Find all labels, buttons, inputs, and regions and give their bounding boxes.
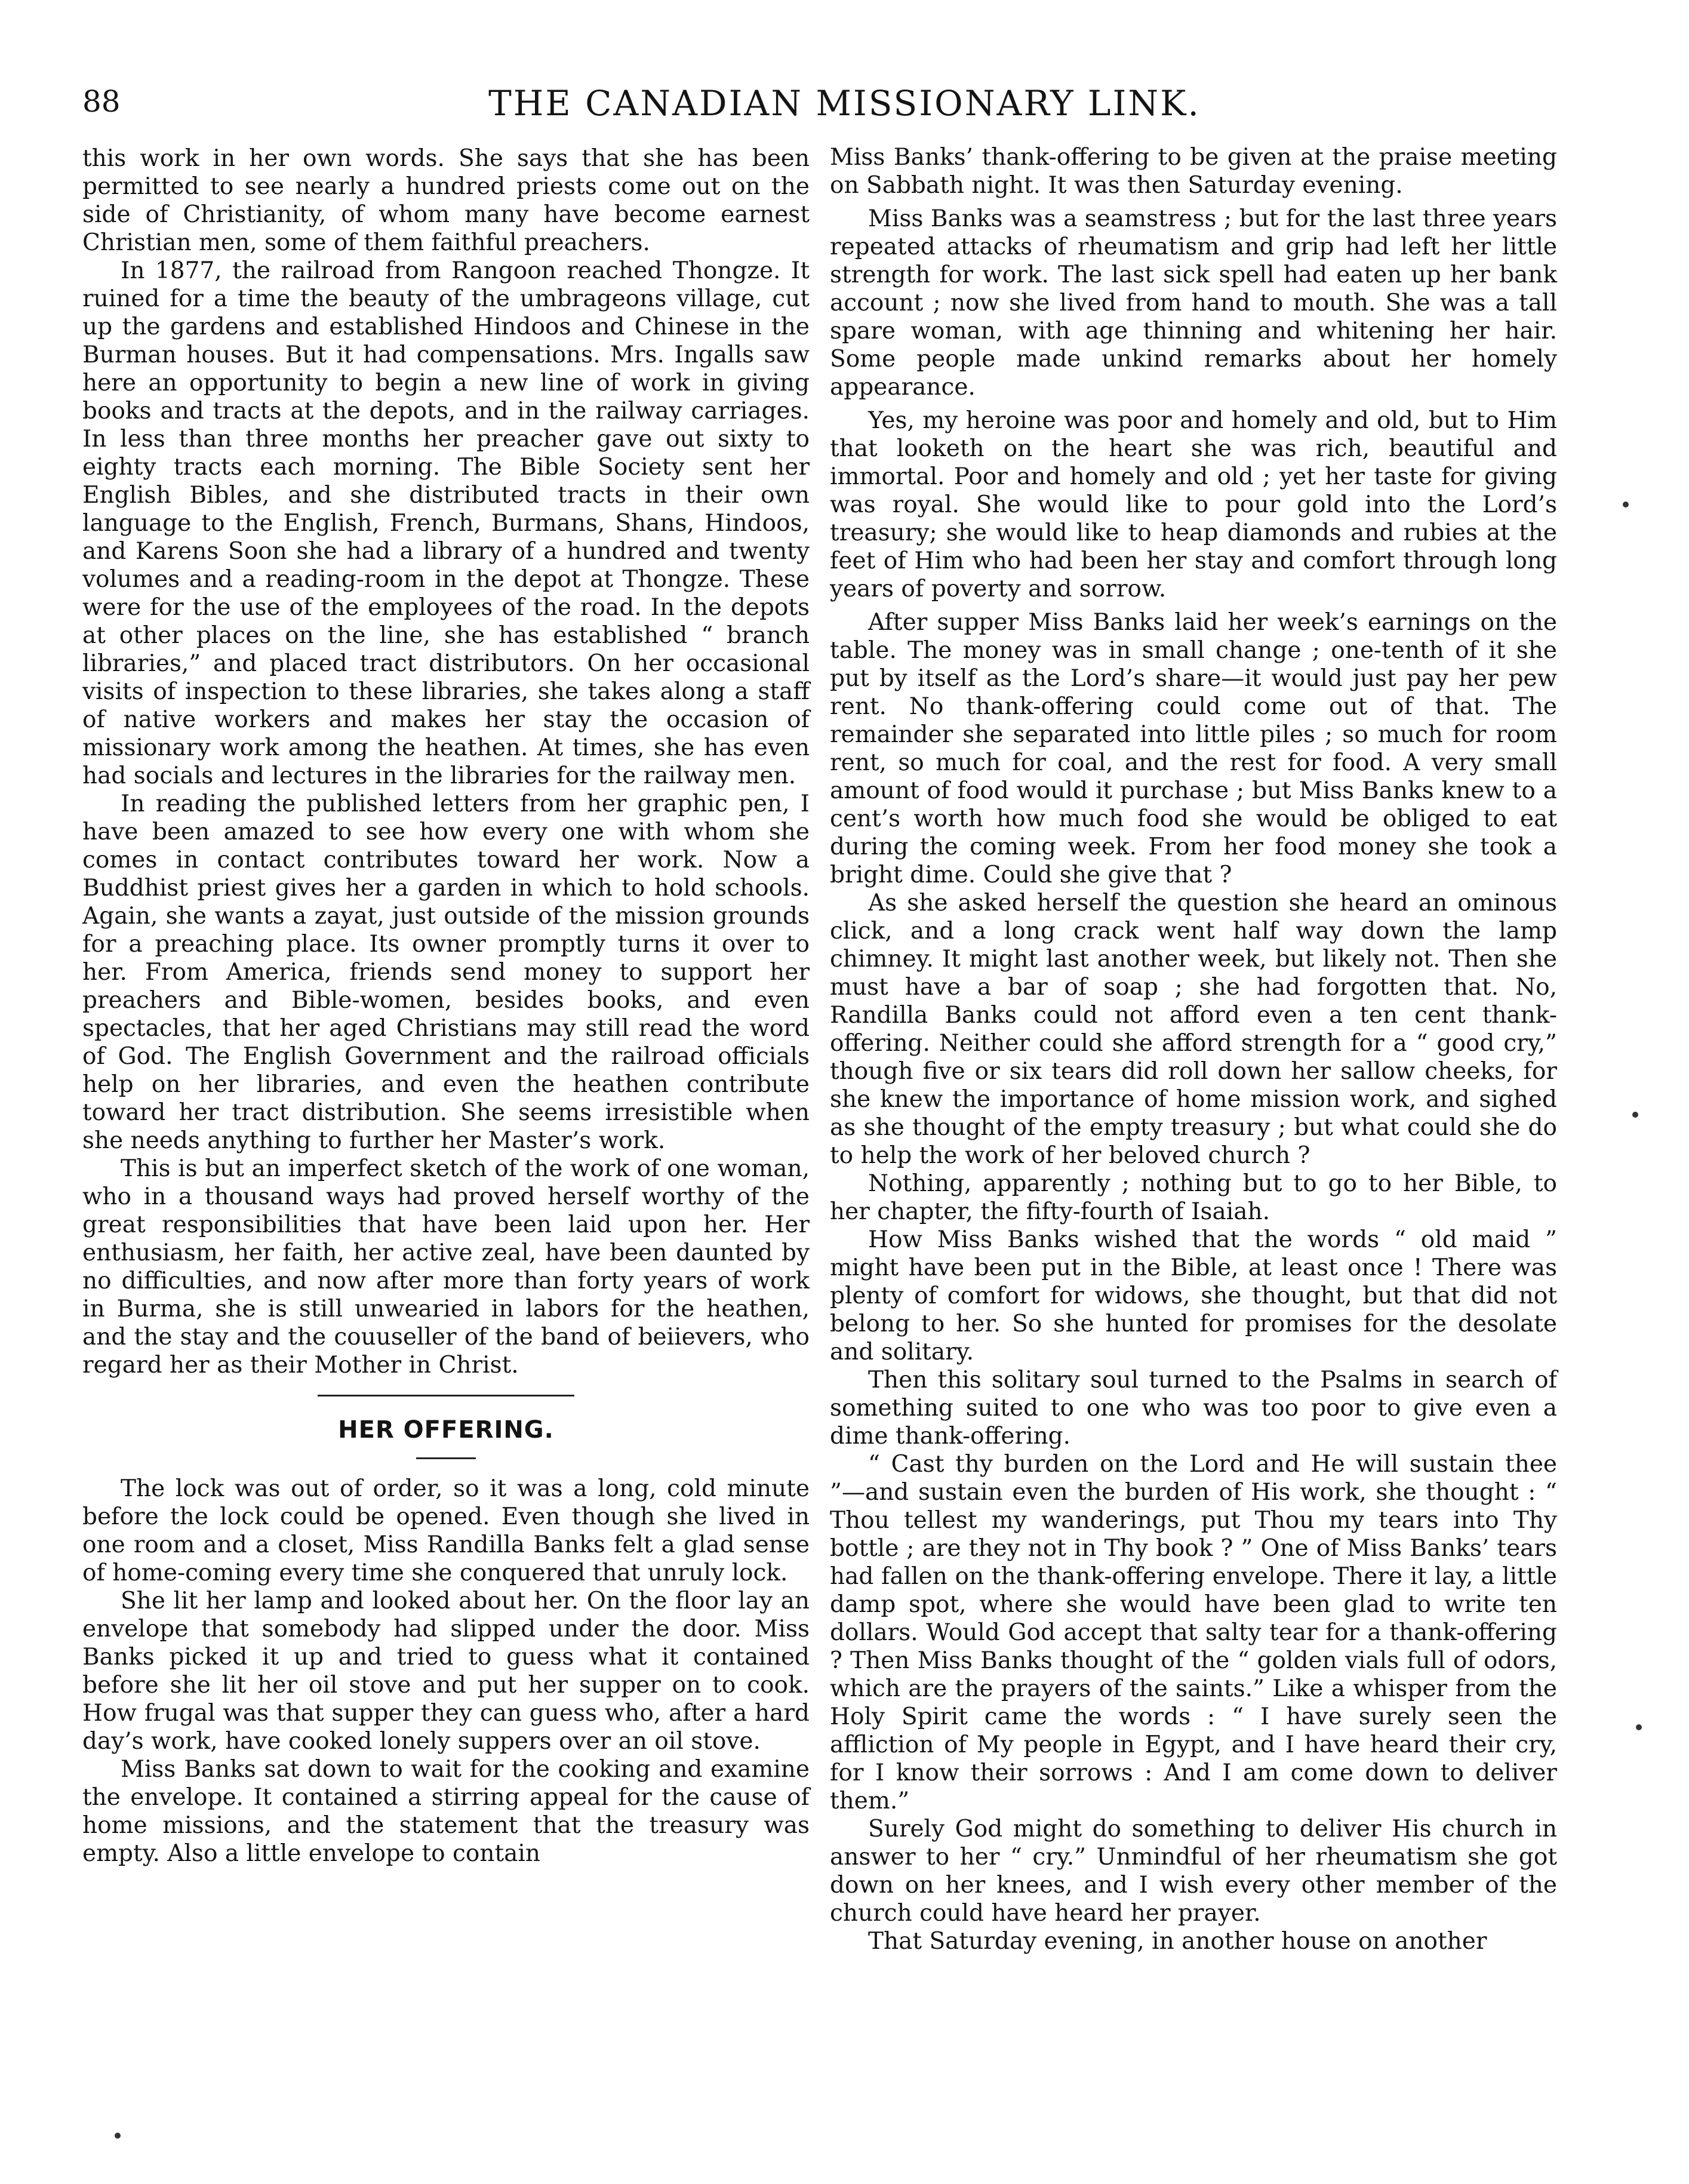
section-divider — [318, 1395, 574, 1396]
paragraph: In reading the published letters from her graphic pen, I have been amazed to see how every one with whom she comes in contact contributes toward her work. Now a Buddhist priest gives her a garden in which to hold schools. Again, she wants a zayat, just outside of the mission grounds for a preaching place. Its owner promptly turns it over to her. From America, friends send money to support her preachers and Bible-women, besides books, and even spectacles, that her aged Christians may still read the word of God. The English Government and the railroad officials help on her libraries, and even the heathen contribute toward her tract distribution. She seems irresistible when she needs anything to further her Master’s work. — [82, 790, 810, 1154]
section-heading: HER OFFERING. — [338, 1416, 554, 1444]
paragraph: This is but an imperfect sketch of the work of one woman, who in a thousand ways had proved herself worthy of the great responsibilities that have been laid upon her. Her enthusiasm, her faith, her active zeal, have been daunted by no difficulties, and now after more than forty years of work in Burma, she is still unwearied in labors for the heathen, and the stay and the couuseller of the band of beiievers, who regard her as their Mother in Christ. — [82, 1155, 810, 1379]
paragraph: Nothing, apparently ; nothing but to go to her Bible, to her chapter, the fifty-fourth of Isaiah. — [830, 1170, 1557, 1225]
heading-underline — [416, 1457, 476, 1459]
paragraph: this work in her own words. She says that she has been permitted to see nearly a hundred priests come out on the side of Christianity, of whom many have become earnest Christian men, some of them faithful preachers. — [82, 145, 810, 256]
paragraph: The lock was out of order, so it was a long, cold minute before the lock could be opened. Even though she lived in one room and a closet, Miss Randilla Banks felt a glad sense of home-coming every time she conquered that unruly lock. — [82, 1475, 810, 1586]
scan-speck — [115, 2133, 121, 2139]
paragraph: As she asked herself the question she heard an ominous click, and a long crack went half way down the lamp chimney. It might last another week, but likely not. Then she must have a bar of soap ; she had forgotten that. No, Randilla Banks could not afford even a ten cent thank-offering. Neither could she afford strength for a “ good cry,” though five or six tears did roll down her sallow cheeks, for she knew the importance of home mission work, and sighed as she thought of the empty treasury ; but what could she do to help the work of her beloved church ? — [830, 890, 1557, 1169]
page-number: 88 — [82, 84, 121, 119]
left-column — [82, 144, 810, 1868]
paragraph: That Saturday evening, in another house on another — [868, 1928, 1487, 1955]
paragraph: How Miss Banks wished that the words “ old maid ” might have been put in the Bible, at least once ! There was plenty of comfort for widows, she thought, but that did not belong to her. So she hunted for promises for the desolate and solitary. — [830, 1226, 1557, 1365]
running-title: THE CANADIAN MISSIONARY LINK. — [488, 83, 1201, 124]
paragraph: Then this solitary soul turned to the Psalms in search of something suited to one who was too poor to give even a dime thank-offering. — [830, 1367, 1557, 1450]
scan-speck — [1632, 1112, 1638, 1118]
scan-speck — [1623, 502, 1629, 507]
paragraph: Miss Banks’ thank-offering to be given at the praise meeting on Sabbath night. It was then Saturday evening. — [830, 144, 1557, 199]
paragraph: Miss Banks sat down to wait for the cooking and examine the envelope. It contained a stirring appeal for the cause of home missions, and the statement that the treasury was empty. Also a little envelope to contain — [82, 1756, 810, 1867]
paragraph: Yes, my heroine was poor and homely and old, but to Him that looketh on the heart she was rich, beautiful and immortal. Poor and homely and old ; yet her taste for giving was royal. She would like to pour gold into the Lord’s treasury; she would like to heap diamonds and rubies at the feet of Him who had been her stay and comfort through long years of poverty and sorrow. — [830, 407, 1557, 602]
paragraph: In 1877, the railroad from Rangoon reached Thongze. It ruined for a time the beauty of the umbrageons village, cut up the gardens and established Hindoos and Chinese in the Burman houses. But it had compensations. Mrs. Ingalls saw here an opportunity to begin a new line of work in giving books and tracts at the depots, and in the railway carriages. In less than three months her preacher gave out sixty to eighty tracts each morning. The Bible Society sent her English Bibles, and she distributed tracts in their own language to the English, French, Burmans, Shans, Hindoos, and Karens Soon she had a library of a hundred and twenty volumes and a reading-room in the depot at Thongze. These were for the use of the employees of the road. In the depots at other places on the line, she has established “ branch libraries,” and placed tract distributors. On her occasional visits of inspection to these libraries, she takes along a staff of native workers and makes her stay the occasion of missionary work among the heathen. At times, she has even had socials and lectures in the libraries for the railway men. — [82, 257, 810, 789]
paragraph: She lit her lamp and looked about her. On the floor lay an envelope that somebody had slipped under the door. Miss Banks picked it up and tried to guess what it contained before she lit her oil stove and put her supper on to cook. How frugal was that supper they can guess who, after a hard day’s work, have cooked lonely suppers over an oil stove. — [82, 1588, 810, 1755]
paragraph: Surely God might do something to deliver His church in answer to her “ cry.” Unmindful of her rheumatism she got down on her knees, and I wish every other member of the church could have heard her prayer. — [830, 1816, 1557, 1927]
scan-speck — [1636, 1724, 1642, 1730]
paragraph: “ Cast thy burden on the Lord and He will sustain thee ”—and sustain even the burden of His work, she thought : “ Thou tellest my wanderings, put Thou my tears into Thy bottle ; are they not in Thy book ? ” One of Miss Banks’ tears had fallen on the thank-offering envelope. There it lay, a little damp spot, where she would have been glad to write ten dollars. Would God accept that salty tear for a thank-offering ? Then Miss Banks thought of the “ golden vials full of odors, which are the prayers of the saints.” Like a whisper from the Holy Spirit came the words : “ I have surely seen the affliction of My people in Egypt, and I have heard their cry, for I know their sorrows : And I am come down to deliver them.” — [830, 1451, 1557, 1814]
right-column — [830, 143, 1557, 1955]
paragraph: After supper Miss Banks laid her week’s earnings on the table. The money was in small change ; one-tenth of it she put by itself as the Lord’s share—it would just pay her pew rent. No thank-offering could come out of that. The remainder she separated into little piles ; so much for room rent, so much for coal, and the rest for food. A very small amount of food would it purchase ; but Miss Banks knew to a cent’s worth how much food she would be obliged to eat during the coming week. From her food money she took a bright dime. Could she give that ? — [830, 609, 1557, 888]
paragraph: Miss Banks was a seamstress ; but for the last three years repeated attacks of rheumatism and grip had left her little strength for work. The last sick spell had eaten up her bank account ; now she lived from hand to mouth. She was a tall spare woman, with age thinning and whitening her hair. Some people made unkind remarks about her homely appearance. — [830, 205, 1557, 401]
